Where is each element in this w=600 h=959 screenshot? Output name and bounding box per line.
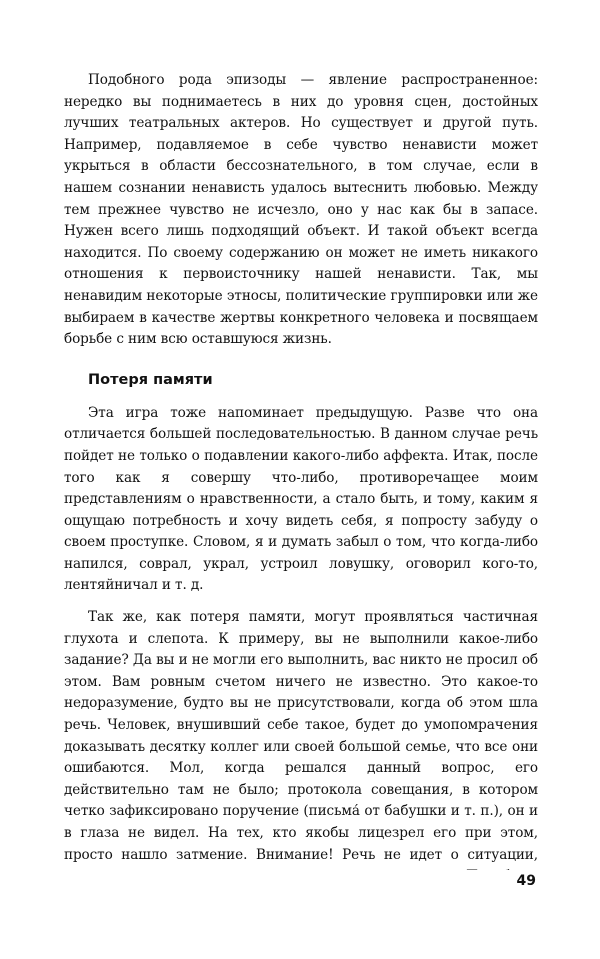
paragraph: Подобного рода эпизоды — явление распространенное: нередко вы поднимаетесь в них до уровня сцен, достойных лучших театральных актеров. Но существует и другой путь. Например, подавляемое в себе чувство ненависти может укрыться в области бессознательного, в том случае, если в нашем сознании ненависть удалось вытеснить любовью. Между тем прежнее чувство не исчезло, оно у нас как бы в запасе. Нужен всего лишь подходящий объект. И такой объект всегда находится. По своему содержанию он может не иметь никакого отношения к первоисточнику нашей ненависти. Так, мы ненавидим некоторые этносы, политические группировки или же выбираем в качестве жертвы конкретного человека и посвящаем борьбе с ним всю оставшуюся жизнь. bbox=[64, 72, 538, 348]
section-heading-memory-loss: Потеря памяти bbox=[88, 371, 213, 388]
paragraph: Эта игра тоже напоминает предыдущую. Разве что она отличается большей последовательностью. В данном случае речь пойдет не только о подавлении какого-либо аффекта. Итак, после того как я совершу что-либо, противоречащее моим представлениям о нравственности, а стало быть, и тому, каким я ощущаю потребность и хочу видеть себя, я попросту забуду о своем проступке. Словом, я и думать забыл о том, что когда-либо напился, соврал, украл, устроил ловушку, оговорил кого-то, лентяйничал и т. д. bbox=[64, 404, 538, 594]
page-body bbox=[64, 70, 538, 870]
page-number: 49 bbox=[516, 873, 536, 889]
paragraph: Так же, как потеря памяти, могут проявляться частичная глухота и слепота. К примеру, вы не выполнили какое-либо задание? Да вы и не могли его выполнить, вас никто не просил об этом. Вам ровным счетом ничего не известно. Это какое-то недоразумение, будто вы не присутствовали, когда об этом шла речь. Человек, внушивший себе такое, будет до умопомрачения доказывать десятку коллег или своей большой семье, что все они ошибаются. Мол, когда решался данный вопрос, его действительно там не было; протокола совещания, в котором четко зафиксировано поручение (письма́ от бабушки и т. п.), он и в глаза не видел. На тех, кто якобы лицезрел его при этом, просто нашло затмение. Внимание! Речь не идет о ситуации, bbox=[64, 609, 538, 863]
